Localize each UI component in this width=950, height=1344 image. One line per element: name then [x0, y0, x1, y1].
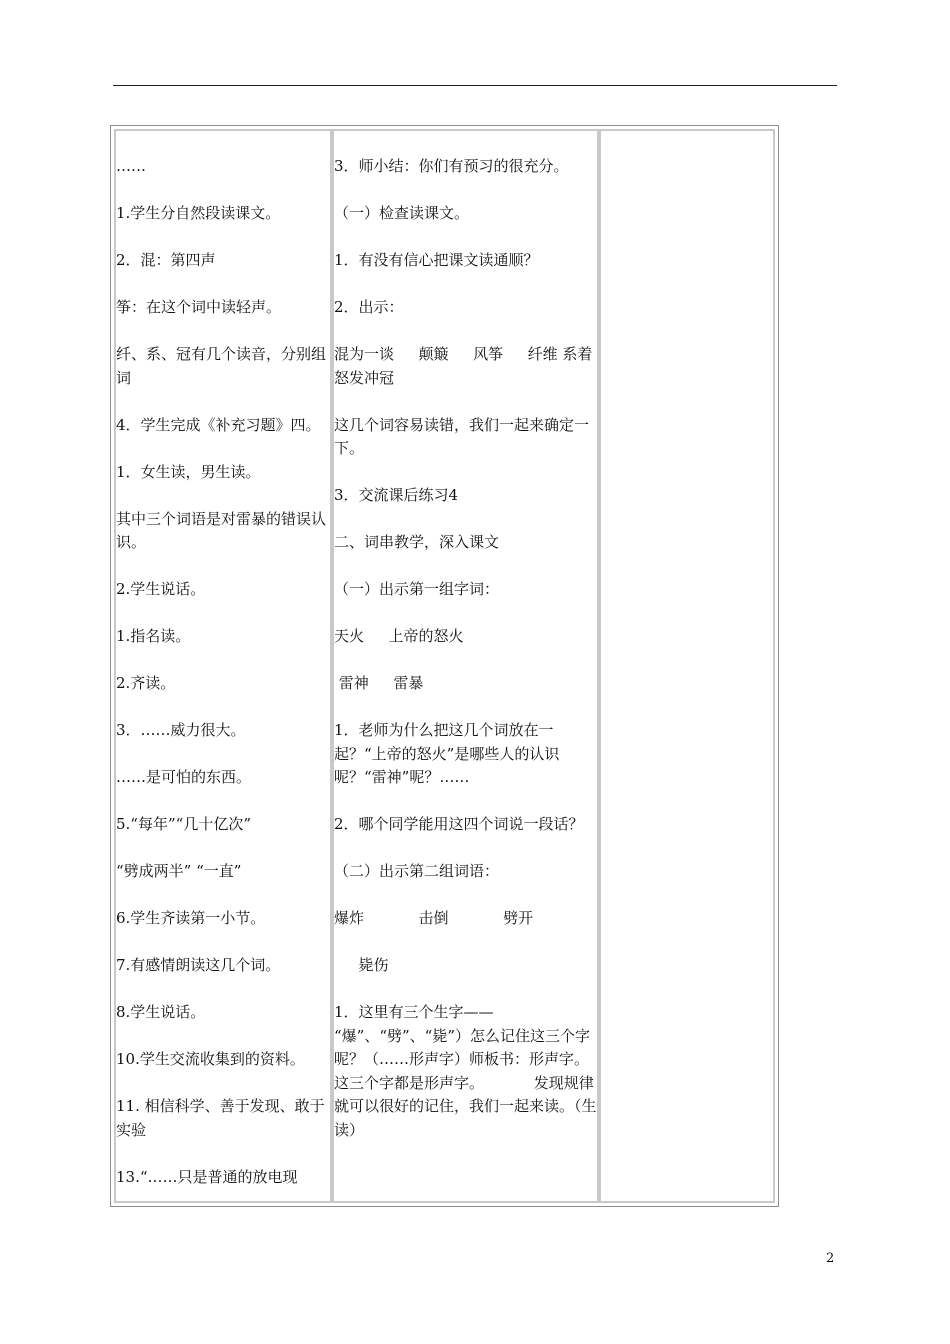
student-step-line: “劈成两半” “一直”: [116, 862, 242, 880]
page-number: 2: [826, 1251, 835, 1266]
teacher-step-line: 毙伤: [334, 956, 389, 974]
header-rule: [113, 85, 837, 86]
student-step-line: ……是可怕的东西。: [116, 768, 252, 786]
student-step-line: 2.齐读。: [116, 674, 176, 692]
teacher-step-line: （一）出示第一组字词：: [334, 580, 500, 598]
student-step-line: ……: [116, 157, 146, 175]
teacher-step-line: 这几个词容易读错，我们一起来确定一下。: [334, 415, 590, 457]
student-activity-text: [116, 155, 330, 1213]
teacher-step-line: 3．师小结：你们有预习的很充分。: [334, 157, 569, 175]
student-step-line: 8.学生说话。: [116, 1003, 206, 1021]
teacher-step-line: 2．哪个同学能用这四个词说一段话？: [334, 815, 584, 833]
teacher-step-line: 爆炸 击倒 劈开: [334, 909, 534, 927]
student-step-line: 1．女生读，男生读。: [116, 462, 261, 481]
student-step-line: 7.有感情朗读这几个词。: [116, 956, 281, 974]
student-step-line: 其中三个词语是对雷暴的错误认识。: [116, 509, 327, 551]
student-step-line: 纤、系、冠有几个读音，分别组词: [116, 345, 327, 387]
teacher-step-line: 1．老师为什么把这几个词放在一起？“上帝的怒火”是哪些人的认识呢？“雷神”呢？……: [334, 721, 560, 786]
teacher-step-line: 混为一谈 颠簸 风筝 纤维 系着 怒发冲冠: [334, 345, 613, 387]
student-step-line: 筝：在这个词中读轻声。: [116, 298, 282, 316]
teacher-activity-text: [334, 155, 613, 1166]
notes-cell: [599, 129, 775, 1203]
teacher-step-line: 1．有没有信心把课文读通顺？: [334, 251, 539, 269]
teacher-step-line: 2．出示：: [334, 298, 404, 316]
student-activity-cell: [114, 129, 332, 1203]
student-step-line: 11. 相信科学、善于发现、敢于实验: [116, 1097, 325, 1139]
teacher-step-line: 雷神 雷暴: [334, 674, 424, 692]
student-step-line: 6.学生齐读第一小节。: [116, 909, 266, 927]
teacher-step-line: 3．交流课后练习4: [334, 486, 459, 504]
teacher-step-line: 天火 上帝的怒火: [334, 627, 464, 645]
student-step-line: 13.“……只是普通的放电现: [116, 1167, 298, 1186]
student-step-line: 3．……威力很大。: [116, 721, 246, 739]
teacher-step-line: 1．这里有三个生字—— “爆”、“劈”、“毙”）怎么记住这三个字呢？（……形声字）师板书：形声字。这三个字都是形声字。 发现规律就可以很好的记住，我们一起来读。（生读）: [334, 1003, 597, 1139]
teacher-step-line: （一）检查读课文。: [334, 204, 470, 222]
student-step-line: 2.学生说话。: [116, 580, 206, 598]
teacher-activity-cell: [332, 129, 613, 1203]
student-step-line: 4．学生完成《补充习题》四。: [116, 415, 321, 434]
student-step-line: 5.“每年”“几十亿次”: [116, 815, 251, 833]
student-step-line: 1.指名读。: [116, 627, 191, 645]
lesson-table: [110, 125, 779, 1207]
student-step-line: 10.学生交流收集到的资料。: [116, 1050, 305, 1068]
teacher-step-line: 二、词串教学，深入课文: [334, 533, 500, 551]
teacher-step-line: （二）出示第二组词语：: [334, 862, 500, 880]
student-step-line: 1.学生分自然段读课文。: [116, 204, 281, 222]
student-step-line: 2．混：第四声: [116, 251, 216, 269]
